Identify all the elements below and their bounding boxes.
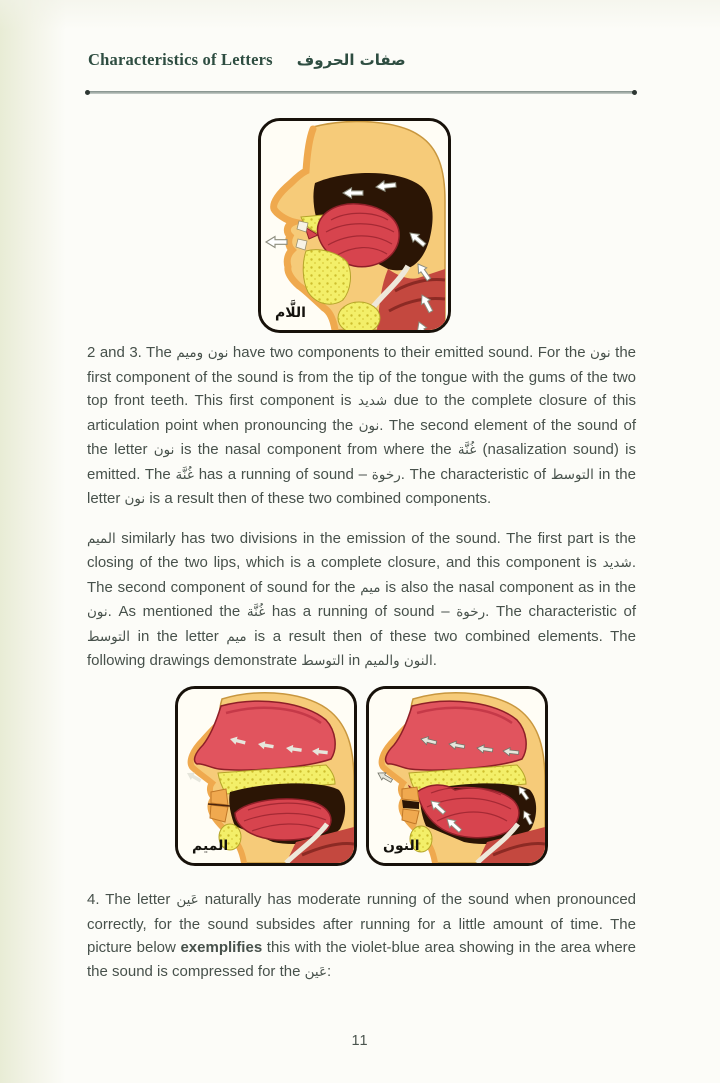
body-text-block-2 [87, 888, 636, 984]
paragraph-noon-meem: 2 and 3. The نون وميم have two components to their emitted sound. For the نون the first component of the sound is from the tip of the tongue with the gums of the two top front teeth. This first component is شديد due to the complete closure of this articulation point when pronouncing the نون. The second element of the sound of the letter نون is the nasal component from where the غُنَّة (nasalization sound) is emitted. The غُنَّة has a running of sound – رخوة. The characteristic of التوسط in the letter نون is a result then of these two combined components. [87, 344, 637, 507]
body-text-block-1 [87, 341, 636, 674]
larynx-speckled [338, 302, 380, 330]
upper-lip-closed [211, 789, 228, 805]
page-top-shading [0, 0, 720, 30]
figure-noon-articulation [366, 686, 548, 866]
chapter-title-english: Characteristics of Letters [88, 50, 273, 69]
paragraph-meem: الميم similarly has two divisions in the emission of the sound. The first part is the closing of the two lips, which is a complete closure, and this component is شديد. The second component of sound for the ميم is also the nasal component as in the نون. As mentioned the غُنَّة has a running of sound – رخوة. The characteristic of التوسط in the letter ميم is a result then of these two combined elements. The following drawings demonstrate التوسط in النون والميم. [87, 529, 636, 669]
page-curve-shading [0, 0, 66, 1083]
head-cross-section-noon [369, 689, 545, 863]
header-rule [87, 91, 635, 94]
upper-lip [402, 787, 419, 801]
chapter-title-arabic: صفات الحروف [296, 51, 406, 69]
figure-laam-articulation [258, 118, 451, 333]
figure-label-meem: الميم [192, 838, 229, 854]
paragraph-ayn: 4. The letter عَين naturally has moderate running of the sound when pronounced correctly, for the sound subsides after running for a little amount of time. The picture below exemplifies this with the violet-blue area showing in the area where the sound is compressed for the عَين: [87, 891, 637, 980]
figure-label-noon: النون [383, 838, 420, 854]
page-header [88, 50, 406, 70]
figure-label-laam: اللَّام [275, 305, 306, 321]
head-cross-section-meem [178, 689, 354, 863]
figure-meem-articulation [175, 686, 357, 866]
page-number: 11 [351, 1033, 369, 1049]
head-cross-section-laam [261, 121, 448, 330]
